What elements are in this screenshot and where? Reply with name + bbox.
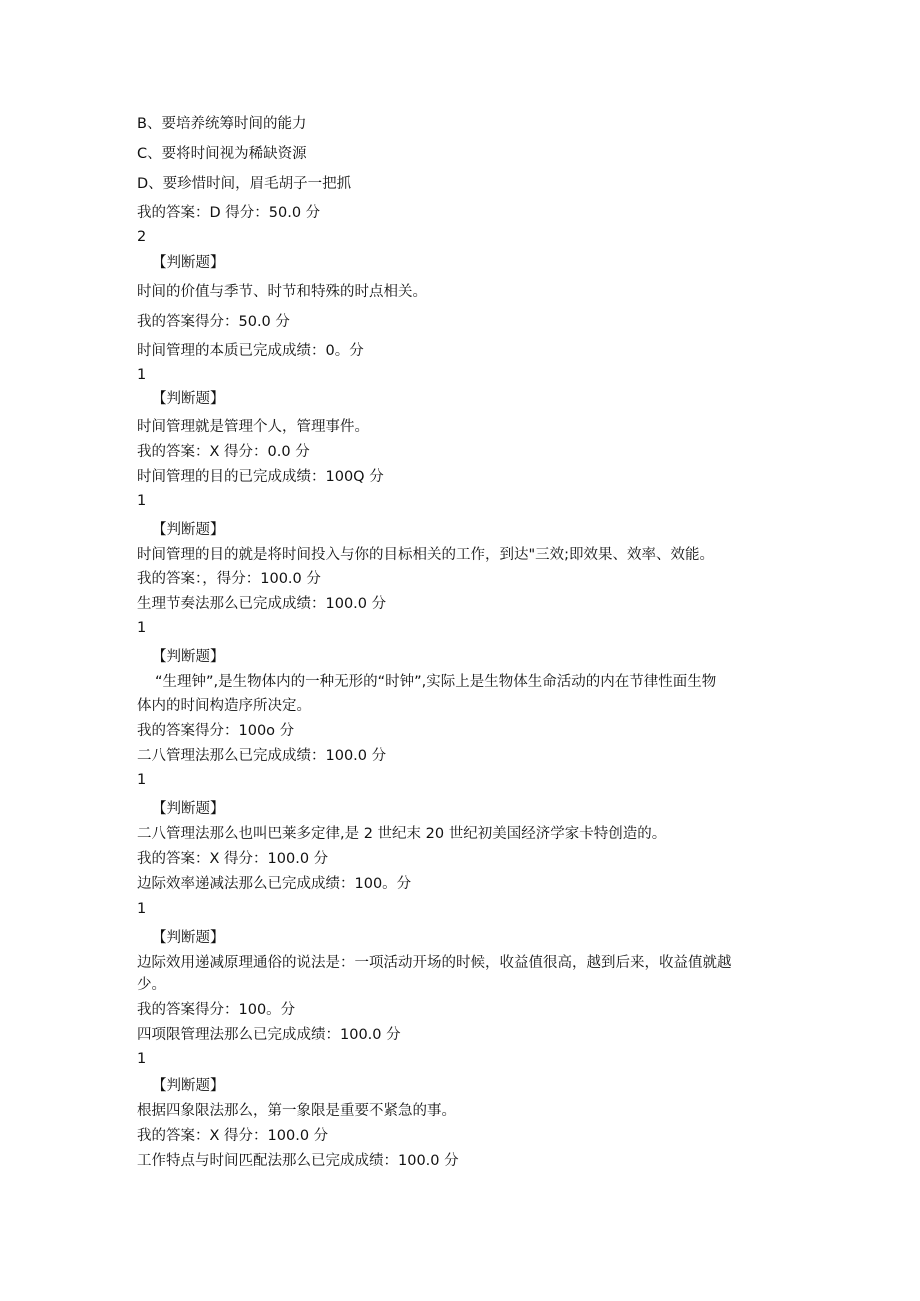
question-text: 二八管理法那么也叫巴莱多定律,是 2 世纪末 20 世纪初美国经济学家卡特创造的。 (137, 826, 667, 842)
question-number: 1 (137, 493, 147, 509)
question-type-tag: 【判断题】 (152, 930, 225, 946)
question-type-tag: 【判断题】 (152, 522, 225, 538)
question-type-tag: 【判断题】 (152, 1078, 225, 1094)
question-number: 1 (137, 620, 147, 636)
question-type-tag: 【判断题】 (152, 801, 225, 817)
question-type-tag: 【判断题】 (152, 255, 225, 271)
question-text: “生理钟”,是生物体内的一种无形的“时钟”,实际上是生物体生命活动的内在节律性面生物 (155, 674, 717, 690)
question-text: 边际效用递减原理通俗的说法是：一项活动开场的时候，收益值很高，越到后来，收益值就越 (137, 955, 732, 971)
question-text: 时间管理的目的就是将时间投入与你的目标相关的工作，到达"三效;即效果、效率、效能。 (137, 547, 715, 563)
section-score: 时间管理的目的已完成成绩：100Q 分 (137, 469, 384, 485)
question-text: 时间管理就是管理个人，管理事件。 (137, 419, 369, 435)
question-number: 1 (137, 367, 147, 383)
section-score: 生理节奏法那么已完成成绩：100.0 分 (137, 596, 387, 612)
question-type-tag: 【判断题】 (152, 391, 225, 407)
my-answer: 我的答案得分：100o 分 (137, 723, 295, 739)
question-type-tag: 【判断题】 (152, 649, 225, 665)
my-answer: 我的答案得分：100。分 (137, 1002, 296, 1018)
my-answer: 我的答案得分：50.0 分 (137, 314, 290, 330)
my-answer: 我的答案：X 得分：0.0 分 (137, 444, 310, 460)
question-number: 1 (137, 772, 147, 788)
question-number: 2 (137, 229, 147, 245)
my-answer: 我的答案：，得分：100.0 分 (137, 571, 321, 587)
question-text: 根据四象限法那么，第一象限是重要不紧急的事。 (137, 1103, 456, 1119)
question-number: 1 (137, 1051, 147, 1067)
option-b: B、要培养统筹时间的能力 (137, 116, 307, 132)
my-answer: 我的答案：X 得分：100.0 分 (137, 851, 329, 867)
section-score: 工作特点与时间匹配法那么已完成成绩：100.0 分 (137, 1153, 459, 1169)
question-number: 1 (137, 901, 147, 917)
option-d: D、要珍惜时间，眉毛胡子一把抓 (137, 176, 352, 192)
section-score: 四项限管理法那么已完成成绩：100.0 分 (137, 1027, 401, 1043)
section-score: 边际效率递减法那么已完成成绩：100。分 (137, 876, 412, 892)
option-c: C、要将时间视为稀缺资源 (137, 146, 307, 162)
question-text-continued: 少。 (137, 977, 166, 993)
section-score: 时间管理的本质已完成成绩：0。分 (137, 343, 364, 359)
section-score: 二八管理法那么已完成成绩：100.0 分 (137, 748, 387, 764)
my-answer: 我的答案：X 得分：100.0 分 (137, 1128, 329, 1144)
question-text-continued: 体内的时间构造序所决定。 (137, 698, 311, 714)
question-text: 时间的价值与季节、时节和特殊的时点相关。 (137, 284, 427, 300)
my-answer: 我的答案：D 得分：50.0 分 (137, 205, 321, 221)
